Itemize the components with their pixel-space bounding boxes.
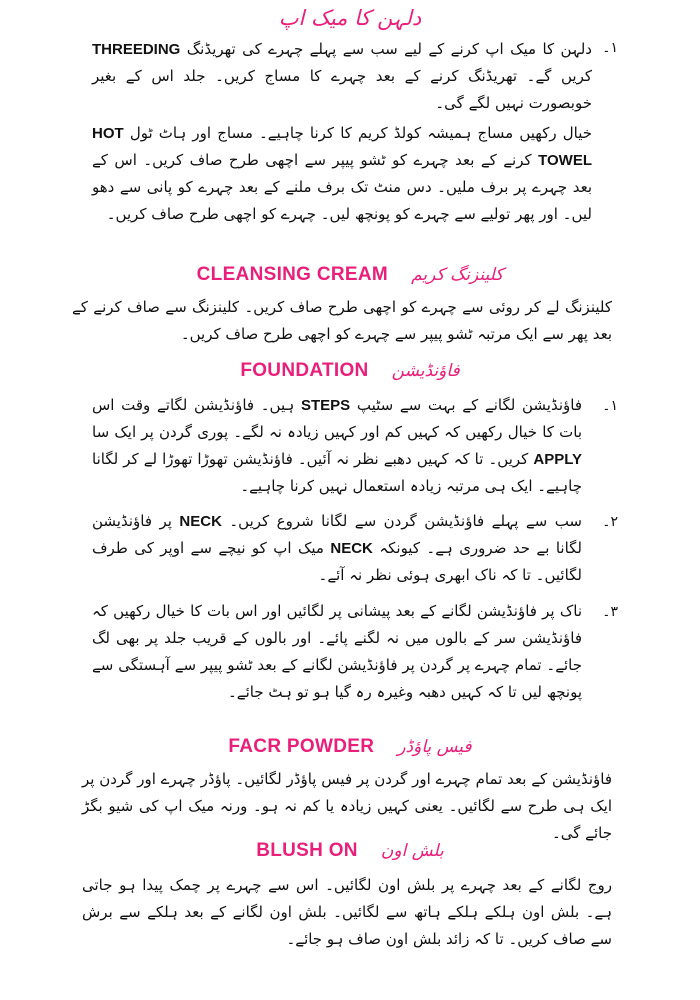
blush-text: روج لگانے کے بعد چہرے پر بلش اون لگائیں۔ اس سے چہرے پر چمک پیدا ہو جاتی ہے۔ بلش اون ہلکے ہلکے ہاتھ سے لگائیں۔ بلش اون لگانے کے بعد ہلکے سے برش سے صاف کریں۔ تا کہ زائد بلش اون صاف ہو جائے۔ (82, 876, 612, 948)
foundation-item-3-number: ۳۔ (602, 604, 618, 620)
intro-paragraph-2: خیال رکھیں مساج ہمیشہ کولڈ کریم کا کرنا چاہیے۔ مساج اور ہاٹ ٹول HOT TOWEL کرنے کے بعد چہرے کو ٹشو پیپر سے اچھی طرح صاف کریں۔ اس کے بعد چہرے پر برف ملیں۔ دس منٹ تک برف ملنے کے بعد چہرے کو پانی سے دھو لیں۔ اور پھر تولیے سے چہرے کو پونچھ لیں۔ چہرے کو اچھی طرح صاف کریں۔ (92, 124, 592, 223)
intro-number: ۱۔ (602, 40, 618, 56)
powder-heading: FACR POWDER فیس پاؤڈر (228, 736, 472, 757)
foundation-heading: FOUNDATION فاؤنڈیشن (240, 360, 460, 381)
intro-paragraph-1: دلہن کا میک اپ کرنے کے لیے سب سے پہلے چہرے کی تھریڈنگ THREEDING کریں گے۔ تھریڈنگ کرنے کے بعد چہرے کا مساج کریں۔ جلد اس کے بغیر خوبصورت نہیں لگے گی۔ (92, 40, 592, 112)
powder-text: فاؤنڈیشن کے بعد تمام چہرے اور گردن پر فیس پاؤڈر لگائیں۔ پاؤڈر چہرے اور گردن پر ایک ہی طرح سے لگائیں۔ یعنی کہیں زیادہ یا کم نہ ہو۔ ورنہ میک اپ کی شیو بگڑ جائے گی۔ (82, 770, 612, 842)
foundation-item-1-number: ۱۔ (602, 398, 618, 414)
cleansing-heading: CLEANSING CREAM کلینزنگ کریم (196, 264, 504, 285)
foundation-item-1: فاؤنڈیشن لگانے کے بہت سے سٹیپ STEPS ہیں۔ فاؤنڈیشن لگاتے وقت اس بات کا خیال رکھیں کہ کہیں کم اور کہیں زیادہ نہ لگے۔ پوری گردن پر ایک سا APPLY کریں۔ تا کہ کہیں دھبے نظر نہ آئیں۔ فاؤنڈیشن تھوڑا تھوڑا لے کر لگانا چاہیے۔ ایک ہی مرتبہ زیادہ استعمال نہیں کرنا چاہیے۔ (92, 396, 582, 495)
foundation-item-2-number: ۲۔ (602, 514, 618, 530)
page-title: دلہن کا میک اپ (278, 6, 422, 30)
foundation-item-3: ناک پر فاؤنڈیشن لگانے کے بعد پیشانی پر لگائیں اور اس بات کا خیال رکھیں کہ فاؤنڈیشن سر کے بالوں میں نہ لگنے پائے۔ اور بالوں کے قریب جلد پر بھی لگ جائے۔ تمام چہرے پر گردن پر فاؤنڈیشن لگانے کے بعد ٹشو پیپر سے آہستگی سے پونچھ لیں تا کہ کہیں دھبہ وغیرہ رہ گیا ہو تو ہٹ جائے۔ (92, 602, 582, 701)
foundation-item-2: سب سے پہلے فاؤنڈیشن گردن سے لگانا شروع کریں۔ NECK پر فاؤنڈیشن لگانا بے حد ضروری ہے۔ کیونکہ NECK میک اپ کو نیچے سے اوپر کی طرف لگائیں۔ تا کہ ناک ابھری ہوئی نظر نہ آئے۔ (92, 512, 582, 584)
blush-heading: BLUSH ON بلش اون (256, 840, 444, 861)
cleansing-text: کلینزنگ لے کر روئی سے چہرے کو اچھی طرح صاف کریں۔ کلینزنگ سے صاف کرنے کے بعد پھر سے ایک مرتبہ ٹشو پیپر سے چہرے کو اچھی طرح صاف کریں۔ (72, 298, 612, 343)
